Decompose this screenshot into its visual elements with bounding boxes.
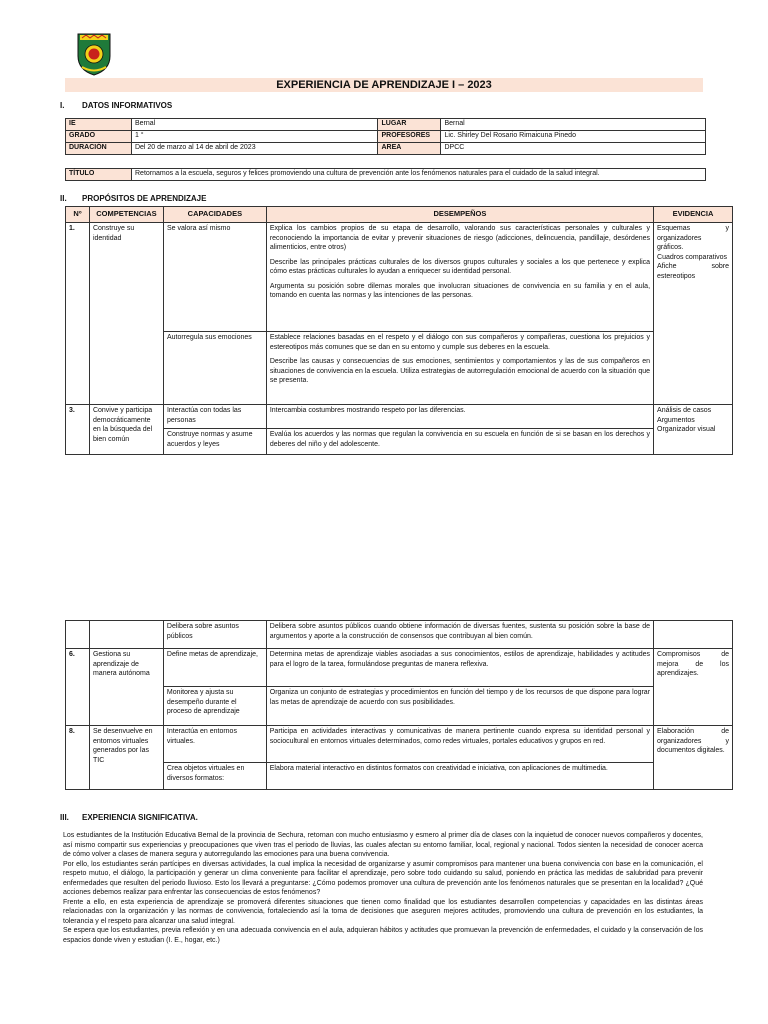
desempeno-text: Explica los cambios propios de su etapa de desarrollo, valorando sus características personales y culturales y reconociendo la importancia de evitar y prevenir situaciones de riesgo (adicciones, delincuencia, pandillaje, desórdenes alimenticios, entre otros) bbox=[269, 225, 651, 251]
experiencia-paragraph: Se espera que los estudiantes, previa reflexión y en una adecuada convivencia en el aula, adquieran hábitos y actitudes que promuevan la prevención de enfermedades, el cuidado y la conservación de los espacios donde viven y estudian (I. E., hogar, etc.) bbox=[63, 927, 703, 944]
desempeno-text: Argumenta su posición sobre dilemas morales que involucran situaciones de convivencia en su familia y en el aula, tomando en cuenta las normas y las intenciones de las personas. bbox=[269, 282, 651, 299]
evidencia-cell: Compromisos de mejora de los aprendizajes. bbox=[654, 649, 733, 726]
propositos-table-part1 bbox=[65, 206, 733, 455]
section-heading-experiencia: III. EXPERIENCIA SIGNIFICATIVA. bbox=[60, 813, 198, 822]
grado-value: 1 ° bbox=[131, 131, 378, 143]
capacidad-cell: Construye normas y asume acuerdos y leyes bbox=[163, 429, 266, 455]
area-label: AREA bbox=[378, 143, 441, 155]
capacidad-cell: Interactúa en entornos virtuales. bbox=[163, 726, 266, 763]
lugar-value: Bernal bbox=[441, 119, 706, 131]
school-crest-logo bbox=[72, 32, 116, 76]
header-numero: Nº bbox=[66, 207, 90, 223]
desempeno-text: Describe las causas y consecuencias de sus emociones, sentimientos y comportamientos y las de sus compañeros en situaciones de convivencia en la escuela. Utiliza estrategias de autorregulación emocional de acuerdo con la situación que se presenta. bbox=[269, 358, 651, 384]
desempeno-text: Participa en actividades interactivas y comunicativas de manera pertinente cuando expresa su identidad personal y sociocultural en entornos virtuales determinados, como redes virtuales, portales educativos y grupos en red. bbox=[266, 726, 653, 763]
row-number: 1. bbox=[66, 223, 90, 405]
evidencia-item: Análisis de casos bbox=[657, 407, 712, 414]
header-capacidades: CAPACIDADES bbox=[163, 207, 266, 223]
evidencia-item: Esquemas y organizadores gráficos. bbox=[657, 225, 729, 251]
experiencia-paragraph: Frente a ello, en esta experiencia de aprendizaje se promoverá diferentes situaciones que tienen como finalidad que los estudiantes desarrollen competencias y capacidades en las distintas áreas relacionadas con la organización y las normas de convivencia, fortaleciendo así la toma de decisiones que aseguren mejores actitudes, promoviendo una cultura de prevención en los estudiantes, la tolerancia y el respeto para alcanzar una salud integral. bbox=[63, 898, 703, 925]
competencia-cell: Gestiona su aprendizaje de manera autónoma bbox=[89, 649, 163, 726]
profesores-label: PROFESORES bbox=[378, 131, 441, 143]
experiencia-body bbox=[63, 831, 703, 945]
header-desempenos: DESEMPEÑOS bbox=[266, 207, 653, 223]
empty-cell bbox=[66, 621, 90, 649]
capacidad-cell: Autorregula sus emociones bbox=[163, 332, 266, 405]
duracion-value: Del 20 de marzo al 14 de abril de 2023 bbox=[131, 143, 378, 155]
desempenos-cell bbox=[266, 223, 653, 332]
grado-label: GRADO bbox=[66, 131, 132, 143]
ie-value: Bernal bbox=[131, 119, 378, 131]
row-number: 3. bbox=[66, 405, 90, 455]
profesores-value: Lic. Shirley Del Rosario Rimaicuna Pinedo bbox=[441, 131, 706, 143]
evidencia-cell: Elaboración de organizadores y documentos digitales. bbox=[654, 726, 733, 790]
empty-cell bbox=[654, 621, 733, 649]
desempeno-text: Organiza un conjunto de estrategias y procedimientos en función del tiempo y de los recursos de que dispone para lograr las metas de aprendizaje de acuerdo con sus posibilidades. bbox=[266, 687, 653, 726]
desempeno-text: Intercambia costumbres mostrando respeto por las diferencias. bbox=[266, 405, 653, 429]
evidencia-cell bbox=[654, 405, 733, 455]
evidencia-item: Cuadros comparativos bbox=[657, 253, 728, 261]
capacidad-cell: Define metas de aprendizaje, bbox=[163, 649, 266, 687]
empty-cell bbox=[89, 621, 163, 649]
ie-label: IE bbox=[66, 119, 132, 131]
section-heading-propositos: II. PROPÓSITOS DE APRENDIZAJE bbox=[60, 194, 207, 203]
titulo-table bbox=[65, 168, 706, 181]
datos-informativos-table bbox=[65, 118, 706, 155]
capacidad-cell: Se valora así mismo bbox=[163, 223, 266, 332]
evidencia-item: Organizador visual bbox=[657, 426, 716, 433]
experiencia-paragraph: Por ello, los estudiantes serán partícipes en diversas actividades, la cual implica la necesidad de organizarse y asumir compromisos para mantener una buena convivencia con base en la comunicación, el respeto mutuo, el diálogo, la participación y generar un clima conveniente para facilitar el aprendizaje, pero sobre todo cuidando su salud, poniendo en práctica las medidas de salubridad para prevenir enfermedades que resulten del periodo lluvioso. Esto los llevará a preguntarse: ¿Cómo podemos promover una cultura de prevención ante los fenómenos naturales que se presentan en la localidad? ¿Qué acciones debemos realizar para enfrentar las consecuencias de estos fenómenos? bbox=[63, 860, 703, 896]
row-number: 6. bbox=[66, 649, 90, 726]
competencia-cell: Convive y participa democráticamente en la búsqueda del bien común bbox=[89, 405, 163, 455]
desempeno-text: Establece relaciones basadas en el respeto y el diálogo con sus compañeros y compañeras, cuestiona los prejuicios y estereotipos más comunes que se dan en su entorno y cumple sus deberes en la escuela. bbox=[269, 334, 651, 351]
header-evidencia: EVIDENCIA bbox=[654, 207, 733, 223]
row-number: 8. bbox=[66, 726, 90, 790]
competencia-cell: Construye su identidad bbox=[89, 223, 163, 405]
desempeno-text: Determina metas de aprendizaje viables asociadas a sus conocimientos, estilos de aprendizaje, habilidades y actitudes para el logro de la tarea, formulándose preguntas de manera reflexiva. bbox=[266, 649, 653, 687]
duracion-label: DURACIÓN bbox=[66, 143, 132, 155]
titulo-label: TÍTULO bbox=[66, 169, 132, 181]
desempeno-text: Describe las principales prácticas culturales de los diversos grupos culturales y sociales a los que pertenece y explica cómo estas prácticas culturales lo ayudan a enriquecer su identidad personal. bbox=[269, 258, 651, 275]
evidencia-item: Argumentos bbox=[657, 416, 695, 424]
capacidad-cell: Delibera sobre asuntos públicos bbox=[163, 621, 266, 649]
desempeno-text: Delibera sobre asuntos públicos cuando obtiene información de diversas fuentes, sustenta su posición sobre la base de argumentos y aporte a la construcción de consensos que contribuyan al bien común. bbox=[266, 621, 653, 649]
titulo-value: Retornamos a la escuela, seguros y felices promoviendo una cultura de prevención ante los fenómenos naturales para el cuidado de la salud integral. bbox=[132, 169, 706, 181]
evidencia-item: Afiche sobre estereotipos bbox=[657, 263, 729, 280]
header-competencias: COMPETENCIAS bbox=[89, 207, 163, 223]
evidencia-cell bbox=[654, 223, 733, 405]
experiencia-paragraph: Los estudiantes de la Institución Educativa Bernal de la provincia de Sechura, retornan con mucho entusiasmo y esmero al primer día de clases con la inquietud de conocer nuevos compañeros y docentes, así mismo compartir sus experiencias y preocupaciones que viven tras el periodo de lluvias, las cuales afectan su entorno familiar, local, regional y nacional. Todos sienten la necesidad de conocer acerca de cómo volver a clases de manera segura y autorregulando las emociones para una buena convivencia. bbox=[63, 832, 703, 858]
desempenos-cell bbox=[266, 332, 653, 405]
propositos-table-part2 bbox=[65, 620, 733, 790]
document-title: EXPERIENCIA DE APRENDIZAJE I – 2023 bbox=[65, 78, 703, 92]
competencia-cell: Se desenvuelve en entornos virtuales generados por las TIC bbox=[89, 726, 163, 790]
section-heading-datos: I. DATOS INFORMATIVOS bbox=[60, 101, 173, 110]
capacidad-cell: Monitorea y ajusta su desempeño durante el proceso de aprendizaje bbox=[163, 687, 266, 726]
lugar-label: LUGAR bbox=[378, 119, 441, 131]
desempeno-text: Elabora material interactivo en distintos formatos con creatividad e iniciativa, con aplicaciones de multimedia. bbox=[266, 763, 653, 790]
desempeno-text: Evalúa los acuerdos y las normas que regulan la convivencia en su escuela en función de si se basan en los derechos y deberes del niño y del adolescente. bbox=[266, 429, 653, 455]
area-value: DPCC bbox=[441, 143, 706, 155]
capacidad-cell: Crea objetos virtuales en diversos formatos: bbox=[163, 763, 266, 790]
capacidad-cell: Interactúa con todas las personas bbox=[163, 405, 266, 429]
